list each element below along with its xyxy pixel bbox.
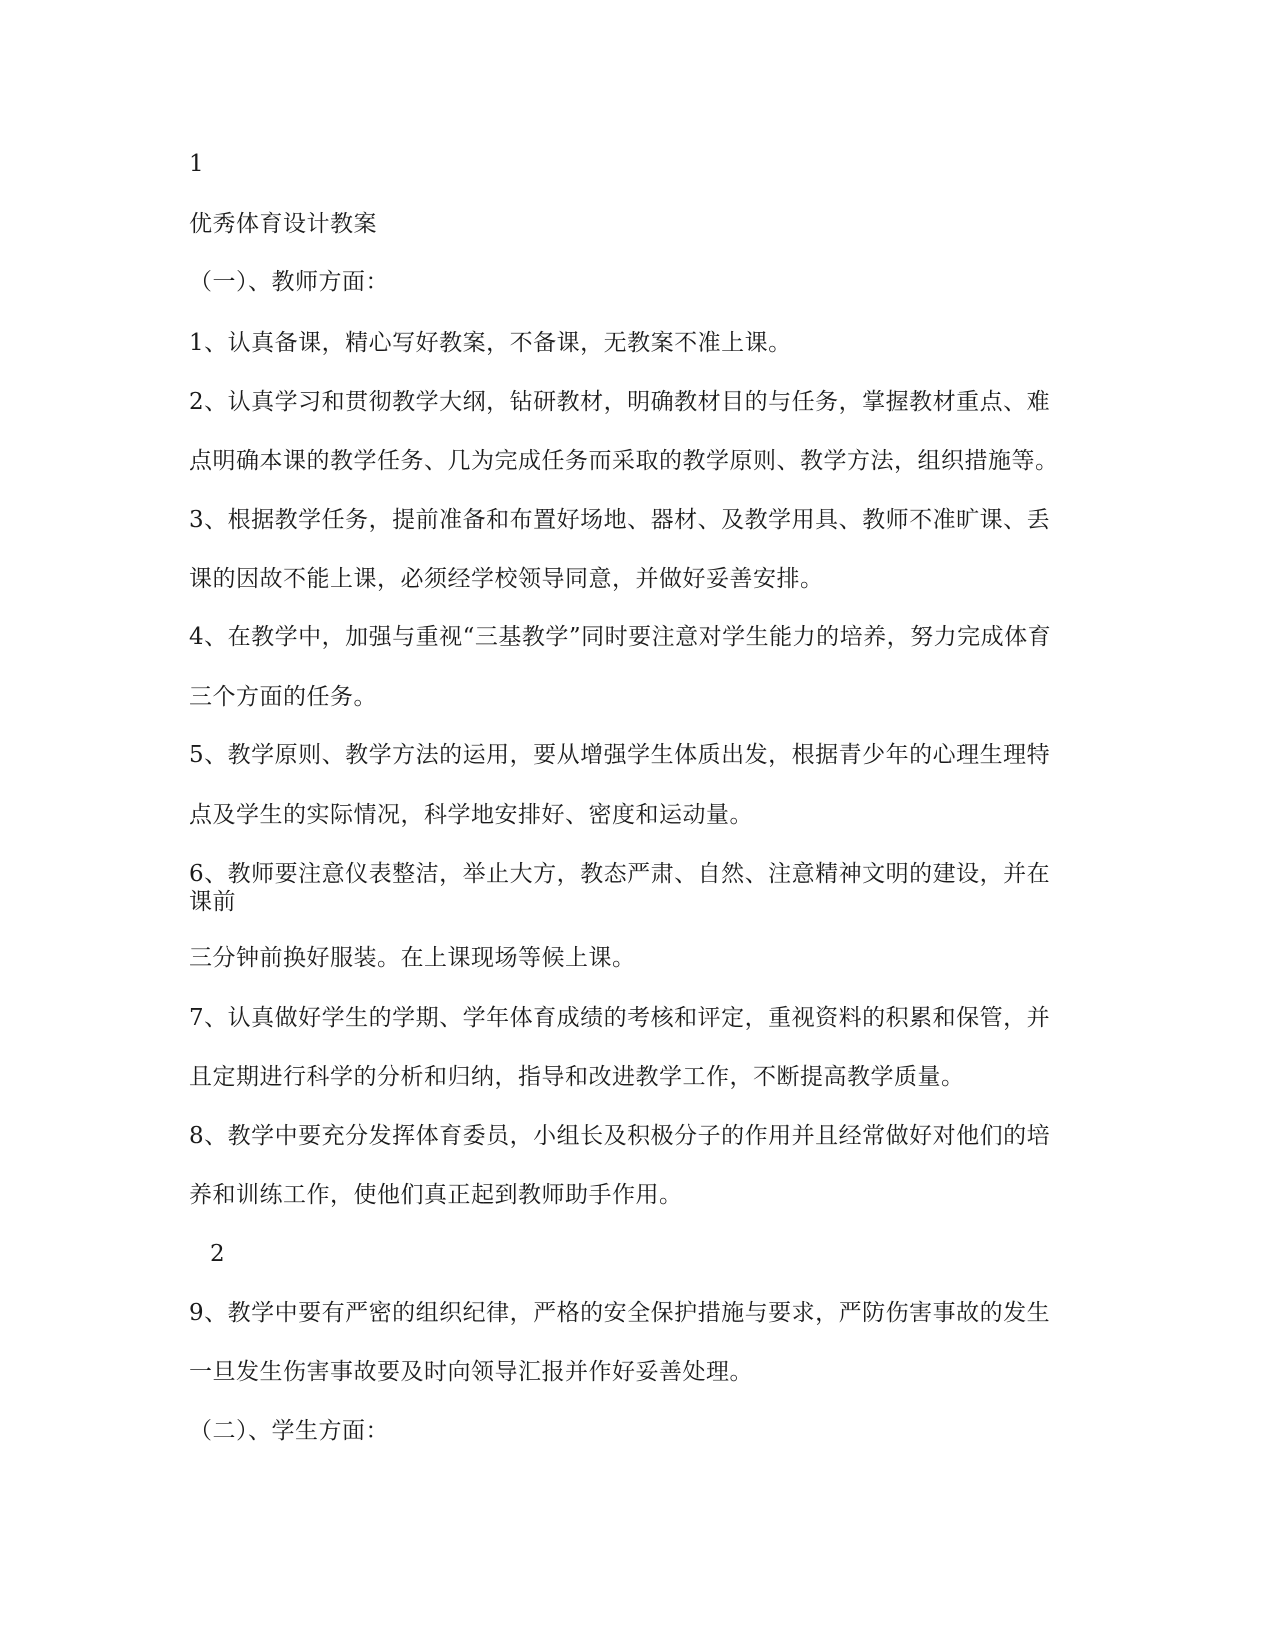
paragraph-line: 且定期进行科学的分析和归纳，指导和改进教学工作，不断提高教学质量。 <box>189 1064 965 1090</box>
paragraph-line: 点及学生的实际情况，科学地安排好、密度和运动量。 <box>189 802 753 828</box>
paragraph-line: 2、认真学习和贯彻教学大纲，钻研教材，明确教材目的与任务，掌握教材重点、难 <box>189 389 1051 415</box>
paragraph-line: 1、认真备课，精心写好教案，不备课，无教案不准上课。 <box>189 330 792 356</box>
paragraph-line: 5、教学原则、教学方法的运用，要从增强学生体质出发，根据青少年的心理生理特 <box>189 742 1051 768</box>
paragraph-line: 7、认真做好学生的学期、学年体育成绩的考核和评定，重视资料的积累和保管，并 <box>189 1005 1051 1031</box>
paragraph-line: 6、教师要注意仪表整洁，举止大方，教态严肃、自然、注意精神文明的建设，并在 <box>189 861 1051 887</box>
page-number-2: 2 <box>210 1241 226 1267</box>
page-number-1: 1 <box>189 151 205 177</box>
paragraph-line: 4、在教学中，加强与重视“三基教学”同时要注意对学生能力的培养，努力完成体育 <box>189 624 1052 650</box>
document-title: 优秀体育设计教案 <box>189 211 377 237</box>
paragraph-line: 养和训练工作，使他们真正起到教师助手作用。 <box>189 1182 683 1208</box>
section-heading-student: （二）、学生方面： <box>189 1418 389 1444</box>
paragraph-line: 三个方面的任务。 <box>189 684 377 710</box>
paragraph-line: 三分钟前换好服装。在上课现场等候上课。 <box>189 945 636 971</box>
paragraph-line: 3、根据教学任务，提前准备和布置好场地、器材、及教学用具、教师不准旷课、丢 <box>189 507 1051 533</box>
section-heading-teacher: （一）、教师方面： <box>189 269 389 295</box>
paragraph-line: 9、教学中要有严密的组织纪律，严格的安全保护措施与要求，严防伤害事故的发生 <box>189 1300 1051 1326</box>
paragraph-line: 一旦发生伤害事故要及时向领导汇报并作好妥善处理。 <box>189 1359 753 1385</box>
paragraph-line: 课的因故不能上课，必须经学校领导同意，并做好妥善安排。 <box>189 566 824 592</box>
paragraph-line: 8、教学中要充分发挥体育委员，小组长及积极分子的作用并且经常做好对他们的培 <box>189 1123 1051 1149</box>
paragraph-line: 点明确本课的教学任务、几为完成任务而采取的教学原则、教学方法，组织措施等。 <box>189 448 1059 474</box>
paragraph-line: 课前 <box>189 889 236 915</box>
